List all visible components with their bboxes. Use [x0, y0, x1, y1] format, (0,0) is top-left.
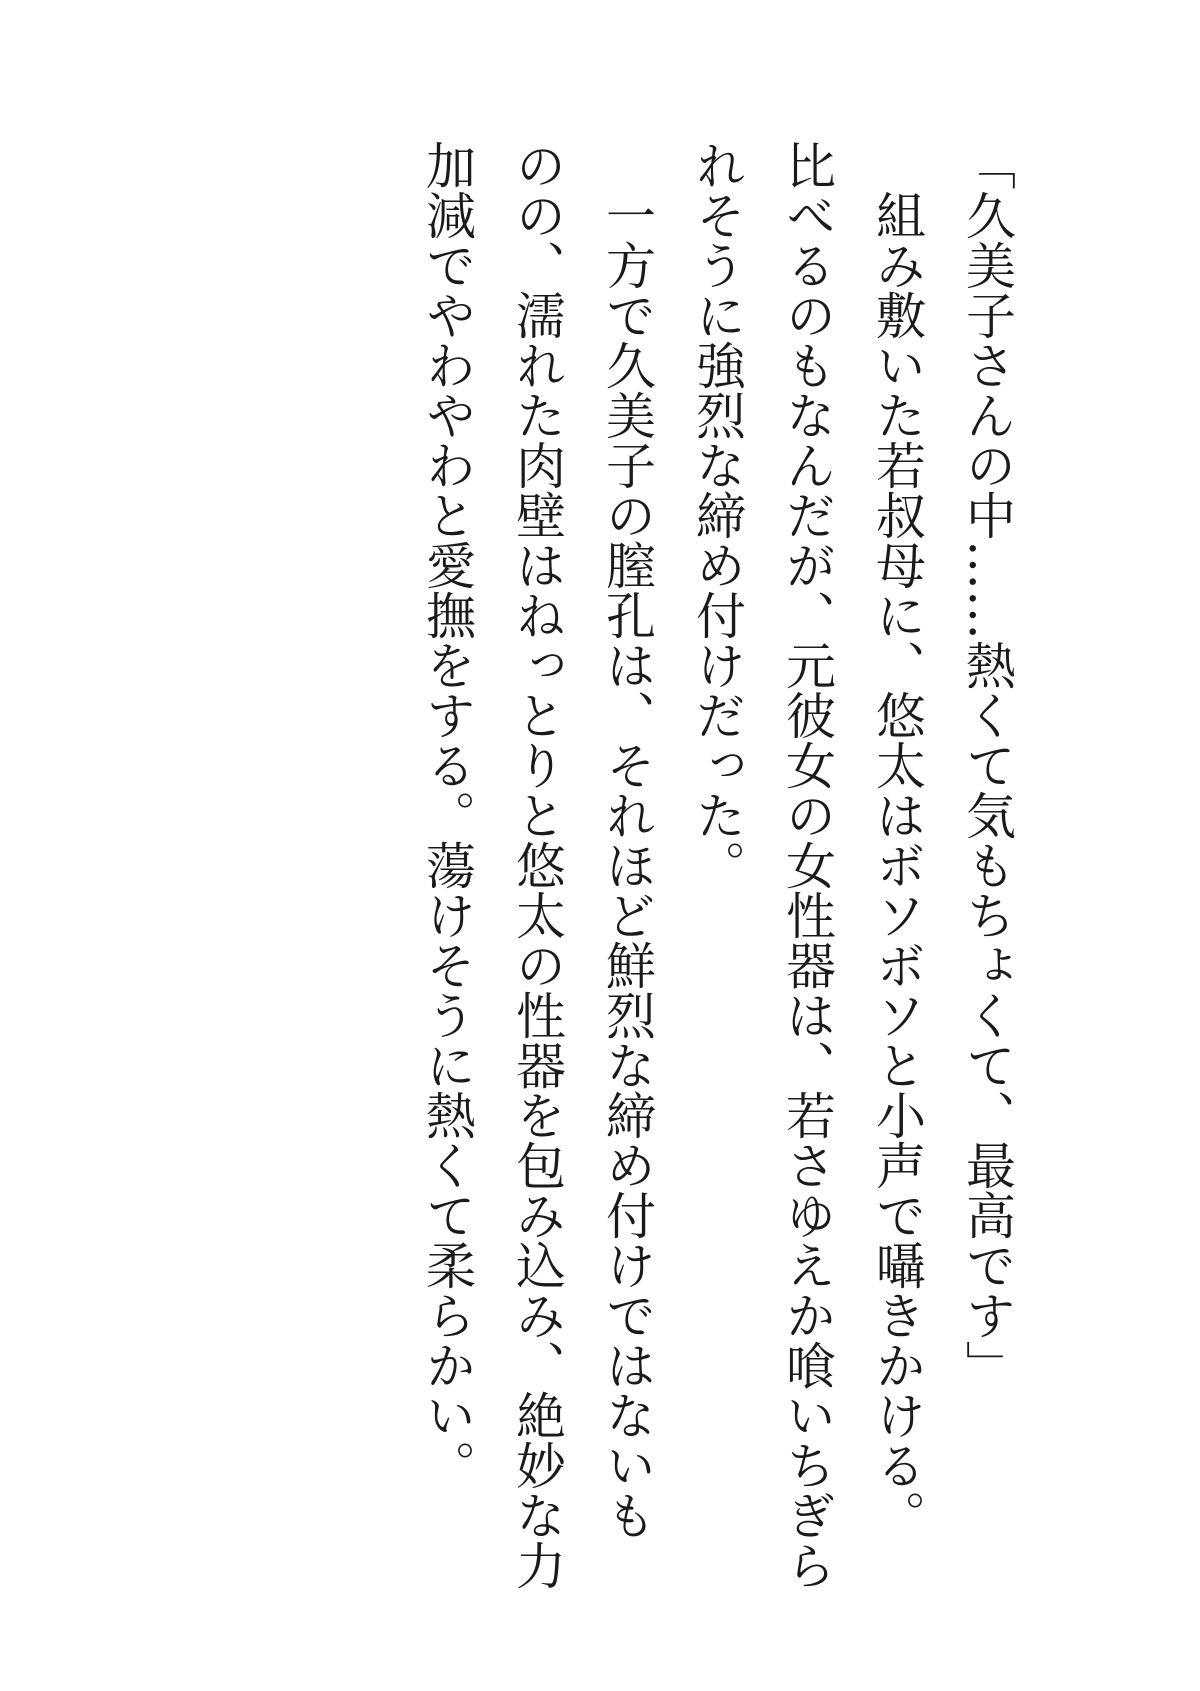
- text-line-2: 比べるのもなんだが、元彼女の女性器は、若さゆえか喰いちぎら: [778, 140, 836, 1590]
- text-line-4: 一方で久美子の膣孔は、それほど鮮烈な締め付けではないも: [598, 190, 656, 1540]
- dialogue-line: 「久美子さんの中……熱くて気もちょくて、最高です」: [958, 140, 1016, 1390]
- text-line-3: れそうに強烈な締め付けだった。: [688, 140, 746, 890]
- vertical-text-block: [402, 140, 1032, 1590]
- text-line-6: 加減でやわやわと愛撫をする。蕩けそうに熱くて柔らかい。: [418, 140, 476, 1490]
- text-line-1: 組み敷いた若叔母に、悠太はボソボソと小声で囁きかける。: [868, 190, 926, 1540]
- text-line-5: のの、濡れた肉壁はねっとりと悠太の性器を包み込み、絶妙な力: [508, 140, 566, 1590]
